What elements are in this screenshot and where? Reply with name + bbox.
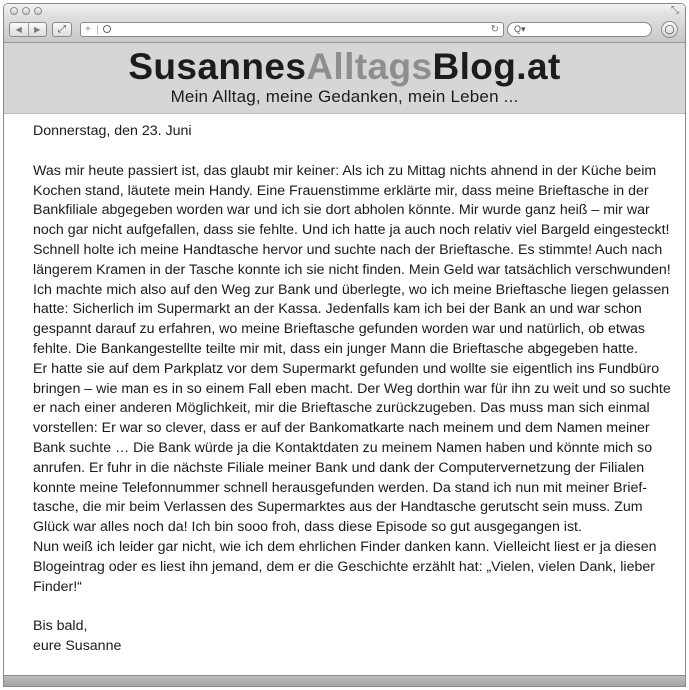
browser-toolbar	[4, 18, 685, 43]
post-line: Blogeintrag oder es liest ihn jemand, dem er die Geschichte erzählt hat: „Vielen, vielen Dank, lieber	[33, 558, 655, 575]
close-window-button[interactable]	[10, 7, 18, 15]
post-line: gespannt darauf zu erfahren, wo meine Brieftasche gefunden worden war und natürlich, ob etwas	[33, 321, 646, 338]
search-input[interactable]	[507, 22, 652, 37]
resize-icon[interactable]: ⤡	[671, 5, 679, 16]
blog-title-part-1: Susannes	[128, 46, 307, 87]
post-line: tasche, die mir beim Verlassen des Supermarktes aus der Handtasche gerutscht sein muss. Zum	[33, 499, 643, 516]
post-line: längerem Kramen in der Tasche konnte ich sie nicht finden. Mein Geld war tatsächlich verschwunden!	[33, 261, 671, 278]
post-line: Ich machte mich also auf den Weg zur Bank und überlegte, wo ich meine Brieftasche liegen gelassen	[33, 281, 670, 298]
address-divider	[97, 25, 98, 34]
post-line: Er hatte sie auf dem Parkplatz vor dem Supermarkt gefunden und wollte sie eigentlich ins Fundbüro	[33, 360, 660, 377]
post-line: Bank suchte … Die Bank würde ja die Kontaktdaten zu meinem Namen haben und könnte mich so	[33, 439, 653, 456]
add-bookmark-icon[interactable]: +	[85, 24, 91, 35]
post-line: noch gar nicht aufgefallen, dass sie fehlte. Und ich hatte ja auch noch relativ viel Bargeld eingesteckt!	[33, 222, 670, 239]
post-line: er nach einer anderen Möglichkeit, mir die Brieftasche zurückzugeben. Das muss man sich einmal	[33, 400, 650, 417]
post-line: Kochen stand, läutete mein Handy. Eine Frauenstimme erklärte mir, dass meine Brieftasche in der	[33, 182, 649, 199]
post-line: fehlte. Die Bankangestellte teilte mir mit, dass ein junger Mann die Brieftasche abgegeben hatte.	[33, 340, 638, 357]
blog-title[interactable]	[4, 43, 685, 87]
navigation-buttons	[9, 22, 47, 37]
reload-icon[interactable]: ↻	[490, 24, 499, 35]
post-line: Schnell holte ich meine Handtasche hervor und suchte nach der Brieftasche. Es stimmte! Auch nach	[33, 241, 663, 258]
post-line: Nun weiß ich leider gar nicht, wie ich dem ehrlichen Finder danken kann. Vielleicht liest er ja diesen	[33, 538, 657, 555]
post-content	[33, 122, 669, 657]
post-line: anrufen. Er fuhr in die nächste Filiale meiner Bank und dank der Computervernetzung der Filialen	[33, 459, 645, 476]
title-bar	[4, 4, 685, 18]
post-body	[33, 162, 669, 598]
signoff-greeting: Bis bald,	[33, 618, 88, 635]
zoom-window-button[interactable]	[34, 7, 42, 15]
post-line: bringen – wie man es in so einem Fall eben macht. Der Weg dorthin war für ihn zu weit und so suchte	[33, 380, 671, 397]
post-line: Was mir heute passiert ist, das glaubt mir keiner: Als ich zu Mittag nichts ahnend in der Küche beim	[33, 162, 657, 179]
post-date: Donnerstag, den 23. Juni	[33, 123, 192, 139]
post-line: konnte meine Telefonnummer schnell herausgefunden werden. Da stand ich nun mit meiner Brief-	[33, 479, 648, 496]
back-button[interactable]: ◀	[15, 25, 22, 34]
blog-header	[4, 43, 685, 114]
post-line: hatte: Sicherlich im Supermarkt an der Kassa. Jedenfalls kam ich bei der Bank an und war schon	[33, 301, 642, 318]
site-icon	[103, 25, 111, 33]
post-line: Finder!“	[33, 578, 82, 595]
post-line: vorstellen: Er war so clever, dass er auf der Bankomatkarte nach meinem und dem Namen meiner	[33, 420, 650, 437]
fullscreen-button[interactable]: ⤢	[52, 22, 72, 37]
address-bar[interactable]	[80, 22, 504, 37]
browser-window	[3, 3, 686, 687]
post-signoff	[33, 617, 669, 657]
minimize-window-button[interactable]	[22, 7, 30, 15]
search-icon[interactable]: Q▾	[514, 24, 526, 34]
post-line: Bankfiliale abgegeben worden war und ich sie dort abholen könnte. Mir wurde ganz heiß – mir war	[33, 202, 650, 219]
signoff-signature: eure Susanne	[33, 638, 122, 655]
post-line: Glück war alles noch da! Ich bin sooo froh, dass diese Episode so gut ausgegangen ist.	[33, 519, 582, 536]
blog-title-part-3: Blog.at	[432, 46, 561, 87]
blog-tagline: Mein Alltag, meine Gedanken, mein Leben ...	[170, 87, 519, 106]
reader-button[interactable]: ◯	[661, 21, 678, 38]
blog-title-part-2: Alltags	[306, 46, 433, 87]
forward-button[interactable]: ▶	[28, 23, 47, 36]
horizontal-scrollbar[interactable]	[4, 675, 685, 686]
